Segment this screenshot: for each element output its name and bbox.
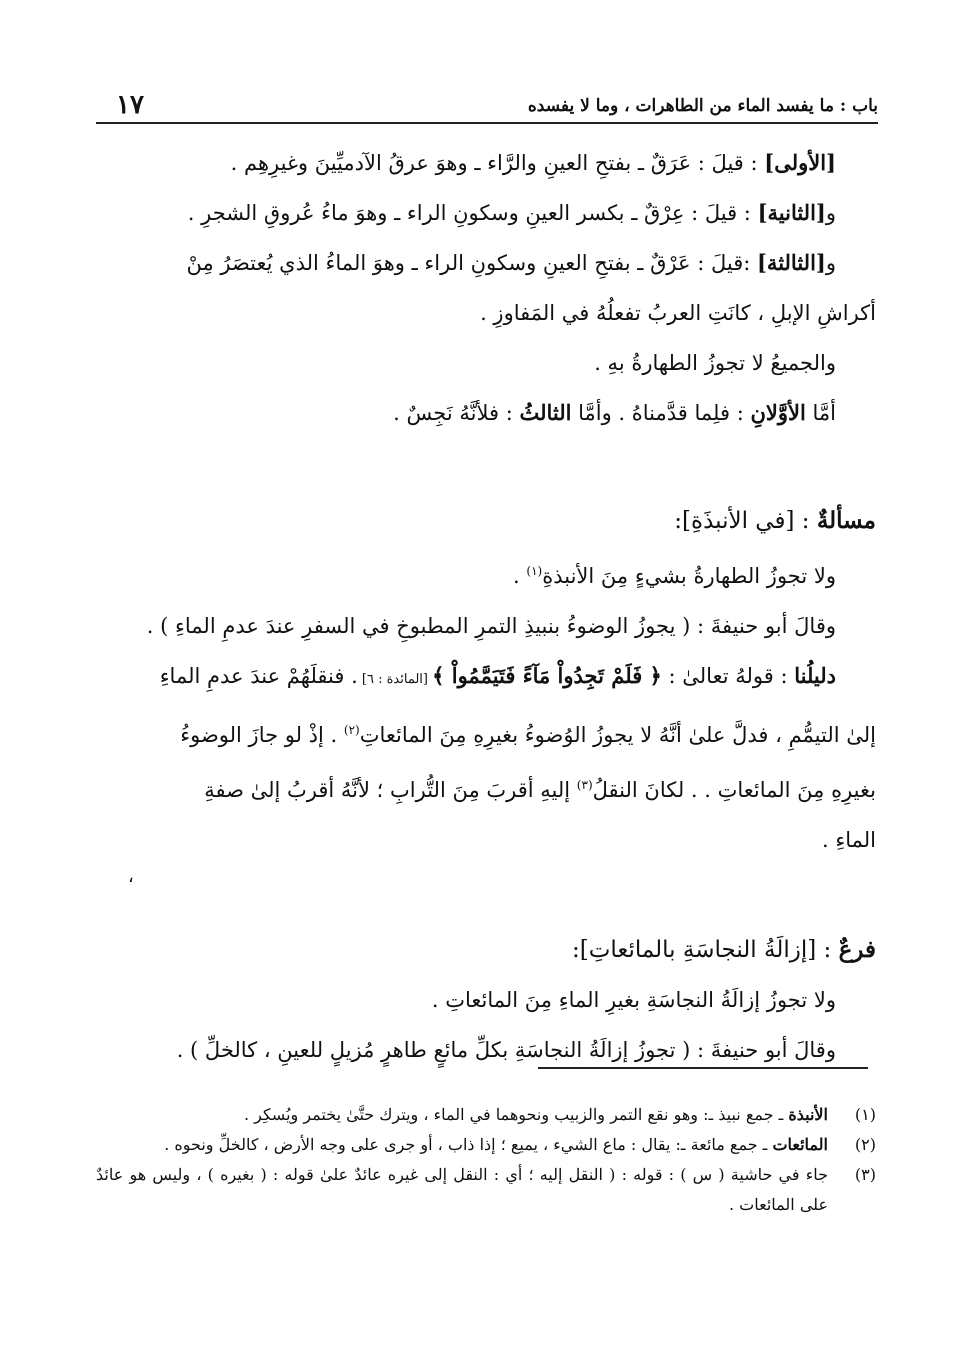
masala-heading — [96, 496, 876, 546]
footnote-item — [96, 1100, 876, 1130]
far-title: : [إزالَةُ النجاسَةِ بالمائعاتِ]: — [571, 937, 839, 963]
term-third: الثالثُ — [519, 400, 572, 425]
footnote-divider — [538, 1067, 868, 1069]
text-nabidh: ولا تجوزُ الطهارةُ بشيءٍ مِنَ الأنبذةِ — [542, 564, 836, 588]
paragraph-first — [96, 138, 876, 188]
paragraph-abu-hanifa-2: وقالَ أبو حنيفةَ : ( تجوزُ إزالَةُ النجاسَةِ بكلِّ مائعٍ طاهرٍ مُزيلٍ للعينِ ، كالخلِّ ) . — [176, 1038, 836, 1062]
footnote-term: الأنبذة — [788, 1105, 828, 1124]
far-heading — [96, 925, 876, 975]
label-second: [الثانية] — [757, 200, 826, 225]
masala-title: : [في الأنبذَةِ]: — [674, 508, 817, 534]
text-conclusion-a: أمَّا — [805, 401, 836, 425]
masala-label: مسألةٌ — [816, 507, 876, 534]
paragraph-abu-hanifa-1: وقالَ أبو حنيفةَ : ( يجوزُ الوضوءُ بنبيذِ التمرِ المطبوخِ في السفرِ عندَ عدمِ الماءِ ) . — [146, 614, 836, 638]
evidence-line2b: . إذْ لو جازَ الوضوءُ — [180, 723, 344, 747]
evidence-intro: : قولهُ تعالىٰ : — [661, 664, 795, 688]
paragraph-third-line2: أكراشِ الإبلِ ، كانَتِ العربُ تفعلُهُ في المَفاوزِ . — [480, 301, 876, 325]
paragraph-conclusion — [96, 388, 876, 438]
term-first-two: الأوَّلانِ — [750, 400, 806, 425]
text-conclusion-e: : فلأنَّهُ نَجِسٌ . — [393, 401, 520, 425]
text-second: : قيلَ : عِرْقٌ ـ بكسر العينِ وسكونِ الراء ـ وهوَ ماءُ عُروقِ الشجرِ . — [187, 201, 758, 225]
footnote-item — [96, 1160, 876, 1220]
main-text — [96, 138, 876, 1075]
footnote-number: (٣) — [854, 1165, 876, 1184]
evidence-text-b: . فنقلَهُمْ عندَ عدمِ الماءِ — [159, 664, 358, 688]
footnote-body: ـ جمع نبيذ ـ: وهو نقع التمر والزبيب ونحوهما في الماء ، ويترك حتَّىٰ يختمر ويُسكِر . — [243, 1105, 789, 1124]
label-third: [الثالثة] — [757, 250, 826, 275]
chapter-title: باب : ما يفسد الماء من الطاهرات ، وما لا يفسده — [527, 96, 878, 116]
paragraph-nabidh-ruling — [96, 546, 876, 601]
footnotes — [96, 1100, 876, 1220]
paragraph-second — [96, 188, 876, 238]
footnote-text — [96, 1160, 828, 1220]
conj-second: و — [825, 201, 836, 225]
footnote-term: المائعات — [772, 1135, 828, 1154]
far-label: فرعٌ — [838, 936, 876, 963]
evidence-line2a: إلىٰ التيمُّمِ ، فدلَّ علىٰ أنَّهُ لا يجوزُ الوُضوءُ بغيرِهِ مِنَ المائعاتِ — [359, 723, 876, 747]
paragraph-third-line1 — [96, 238, 876, 288]
page-header — [96, 88, 878, 124]
paragraph-all: والجميعُ لا تجوزُ الطهارةُ بهِ . — [594, 351, 836, 375]
footnote-item — [96, 1130, 876, 1160]
label-first: [الأولى] — [764, 150, 836, 175]
footnote-body: ـ جمع مائعة ـ: يقال : ماع الشيء ، يميع ؛ إذا ذاب ، أو جرى على وجه الأرض ، كالخلِّ ونحوه . — [164, 1135, 773, 1154]
footnote-ref-3[interactable]: (٣) — [576, 778, 593, 792]
text-third-1: :قيلَ : عَرْقٌ ـ بفتحِ العينِ وسكونِ الراء ـ وهوَ الماءُ الذي يُعتصَرُ مِنْ — [186, 251, 757, 275]
text-nabidh-end: . — [513, 564, 527, 588]
footnote-ref-2[interactable]: (٢) — [343, 723, 360, 737]
footnote-number: (٢) — [854, 1135, 876, 1154]
page-number: ١٧ — [116, 90, 144, 120]
paragraph-evidence-line1 — [96, 651, 876, 705]
evidence-label: دليلُنا — [794, 663, 836, 688]
quran-verse: ﴿ فَلَمْ تَجِدُواْ مَآءً فَتَيَمَّمُواْ ﴾ — [432, 663, 662, 688]
quran-reference: [المائدة : ٦] — [357, 672, 433, 687]
stray-mark: ، — [128, 866, 134, 887]
evidence-line3b: إليهِ أقربَ مِنَ التُّرابِ ؛ لأنَّهُ أقربُ إلىٰ صفةِ — [204, 778, 577, 802]
paragraph-evidence-line3 — [96, 760, 876, 815]
evidence-line3a: بغيرِهِ مِنَ المائعاتِ . . لكانَ النقلُ — [592, 778, 876, 802]
paragraph-evidence-line4: الماءِ . — [822, 828, 876, 852]
footnote-text — [96, 1130, 828, 1160]
paragraph-najasa-ruling: ولا تجوزُ إزالَةُ النجاسَةِ بغيرِ الماءِ مِنَ المائعاتِ . — [431, 988, 836, 1012]
footnote-text — [96, 1100, 828, 1130]
footnote-number: (١) — [854, 1105, 876, 1124]
text-conclusion-c: : فلِما قدَّمناهُ . وأمَّا — [571, 401, 751, 425]
text-first: : قيلَ : عَرَقٌ ـ بفتحِ العينِ والرَّاء ـ وهوَ عرقُ الآدميِّينَ وغيرِهِم . — [230, 151, 765, 175]
footnote-body: جاء في حاشية ( س ) : قوله : ( النقل إليه ؛ أي : النقل إلى غيره عائدٌ علىٰ قوله : ( بغيره ) ، وليس هو عائدٌ على المائعات . — [96, 1165, 828, 1214]
paragraph-evidence-line2 — [96, 705, 876, 760]
conj-third: و — [825, 251, 836, 275]
footnote-ref-1[interactable]: (١) — [526, 564, 543, 578]
